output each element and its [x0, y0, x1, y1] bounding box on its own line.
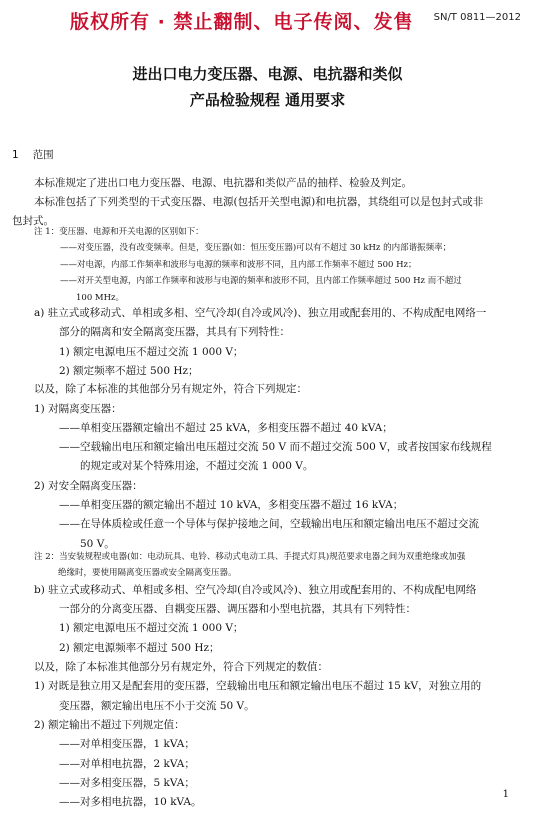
body-text-line: 变压器，额定输出电压不小于交流 50 V。 — [59, 700, 255, 712]
body-text-line: 2) 额定频率不超过 500 Hz； — [59, 365, 199, 377]
body-text-line: ——在导体质检或任意一个导体与保护接地之间，空载输出电压和额定输出电压不超过交流 — [59, 518, 479, 530]
note-line: ——对开关型电源，内部工作频率和波形与电源的频率和波形不同，且内部工作频率超过 500 Hz 而不超过 — [60, 276, 462, 286]
note-line: 绝缘时，要使用隔离变压器或安全隔离变压器。 — [58, 568, 237, 578]
body-text-line: 2) 额定输出不超过下列规定值： — [34, 719, 185, 731]
note-line: ——对变压器，没有改变频率。但是，变压器(如：恒压变压器)可以有不超过 30 kHz 的内部谐振频率； — [60, 243, 452, 253]
body-text-line: 本标准规定了进出口电力变压器、电源、电抗器和类似产品的抽样、检验及判定。 — [34, 177, 412, 189]
section-number: 1 — [12, 149, 19, 161]
document-title-line2: 产品检验规程 通用要求 — [189, 91, 346, 109]
body-text-line: ——对单相电抗器，2 kVA； — [59, 758, 195, 770]
body-text-line: b) 驻立式或移动式、单相或多相、空气冷却(自冷或风冷)、独立用或配套用的、不构成配电网络 — [34, 584, 477, 596]
body-text-line: a) 驻立式或移动式、单相或多相、空气冷却(自冷或风冷)、独立用或配套用的、不构成配电网络一 — [34, 307, 487, 319]
body-text-line: ——对多相变压器，5 kVA； — [59, 777, 195, 789]
body-text-line: ——对多相电抗器，10 kVA。 — [59, 796, 202, 808]
section-title: 范围 — [32, 149, 54, 161]
body-text-line: 1) 对隔离变压器： — [34, 403, 122, 415]
body-text-line: 以及，除了本标准其他部分另有规定外，符合下列规定的数值： — [34, 661, 328, 673]
body-text-line: 本标准包括了下列类型的干式变压器、电源(包括开关型电源)和电抗器，其绕组可以是包封式或非 — [34, 196, 484, 208]
note-line: 注 1：变压器、电源和开关电源的区别如下： — [34, 227, 204, 237]
body-text-line: 50 V。 — [80, 538, 115, 550]
body-text-line: ——单相变压器的额定输出不超过 10 kVA，多相变压器不超过 16 kVA； — [59, 499, 404, 511]
body-text-line: 1) 对既是独立用又是配套用的变压器，空载输出电压和额定输出电压不超过 15 kV，对独立用的 — [34, 680, 482, 692]
body-text-line: ——单相变压器额定输出不超过 25 kVA，多相变压器不超过 40 kVA； — [59, 422, 393, 434]
watermark-banner: 版权所有 · 禁止翻制、电子传阅、发售 — [70, 11, 414, 33]
note-line: ——对电源，内部工作频率和波形与电源的频率和波形不同，且内部工作频率不超过 500 Hz； — [60, 260, 417, 270]
body-text-line: ——对单相变压器，1 kVA； — [59, 738, 195, 750]
body-text-line: 一部分的分离变压器、自耦变压器、调压器和小型电抗器，其具有下列特性： — [59, 603, 416, 615]
note-line: 注 2：当安装规程或电器(如：电动玩具、电铃、移动式电动工具、手提式灯具)规范要求电器之间为双重绝缘或加强 — [34, 552, 466, 562]
note-line: 100 MHz。 — [76, 293, 125, 303]
body-text-line: 的规定或对某个特殊用途，不超过交流 1 000 V。 — [80, 460, 314, 472]
body-text-line: 2) 额定电源频率不超过 500 Hz； — [59, 642, 220, 654]
body-text-line: 2) 对安全隔离变压器： — [34, 480, 143, 492]
section-heading — [12, 147, 54, 162]
page-number: 1 — [502, 789, 509, 800]
body-text-line: 1) 额定电源电压不超过交流 1 000 V； — [59, 622, 244, 634]
standard-number: SN/T 0811—2012 — [433, 12, 521, 23]
body-text-line: 部分的隔离和安全隔离变压器，其具有下列特性： — [59, 326, 290, 338]
document-title-line1: 进出口电力变压器、电源、电抗器和类似 — [132, 65, 403, 83]
body-text-line: 1) 额定电源电压不超过交流 1 000 V； — [59, 346, 244, 358]
body-text-line: ——空载输出电压和额定输出电压超过交流 50 V 而不超过交流 500 V，或者按国家布线规程 — [59, 441, 492, 453]
body-text-line: 以及，除了本标准的其他部分另有规定外，符合下列规定： — [34, 383, 307, 395]
body-text-line: 包封式。 — [12, 215, 54, 227]
